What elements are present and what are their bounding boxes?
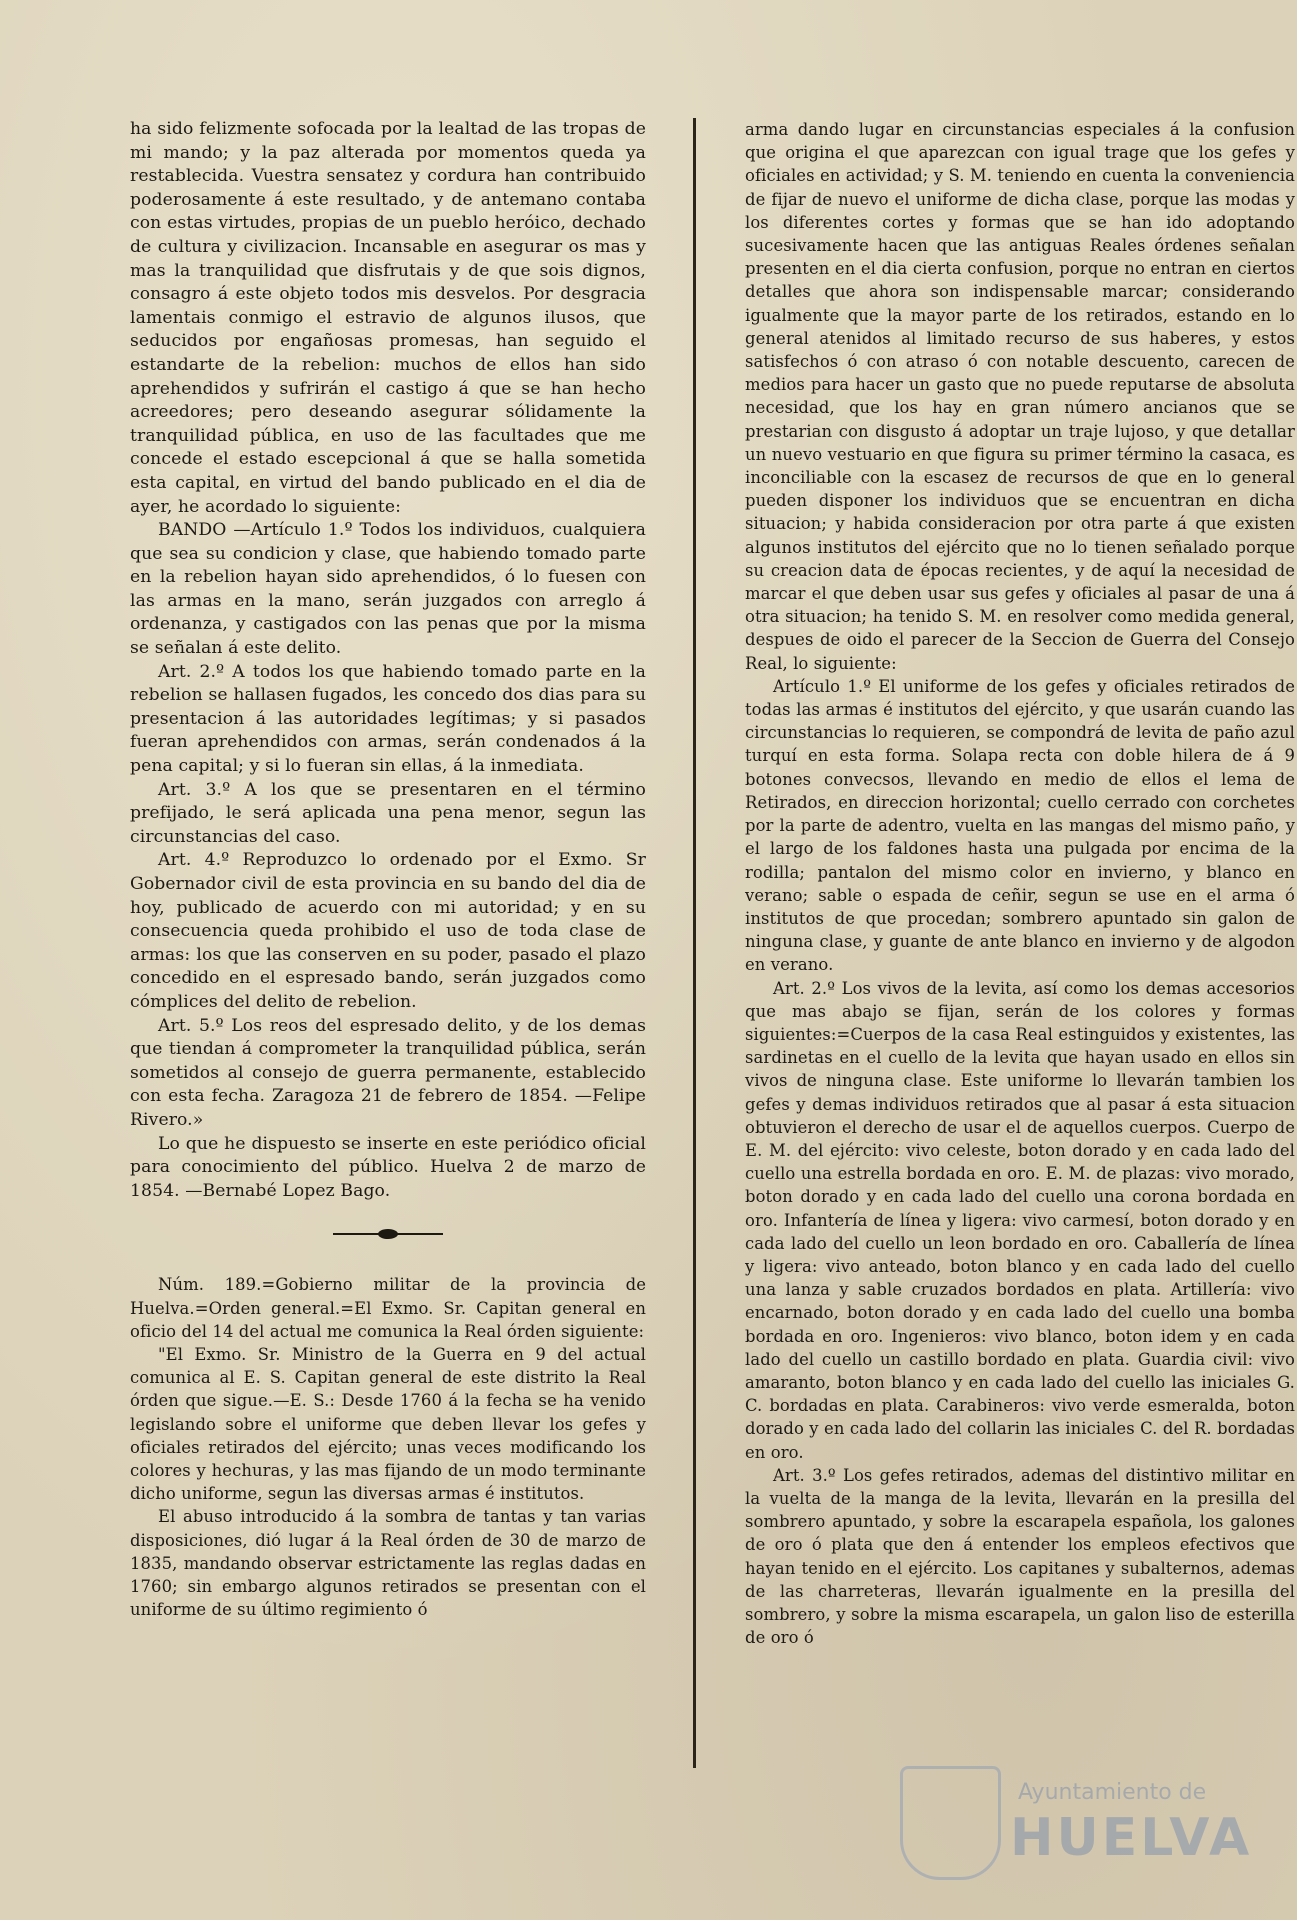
uniform-article-2: Art. 2.º Los vivos de la levita, así como los demas accesorios que mas abajo se fijan, serán de los colores y formas siguientes:=Cuerpos de la casa Real estinguidos y existentes, las sardinetas en el cuello de la levita que hayan usado en ellos sin vivos de ninguna clase. Este uniforme lo llevarán tambien los gefes y demas individuos retirados que al pasar á esta situacion obtuvieron el derecho de usar el de aquellos cuerpos. Cuerpo de E. M. del ejército: vivo celeste, boton dorado y en cada lado del cuello una estrella bordada en oro. E. M. de plazas: vivo morado, boton dorado y en cada lado del cuello una corona bordada en oro. Infantería de línea y ligera: vivo carmesí, boton dorado y en cada lado del cuello un leon bordado en oro. Caballería de línea y ligera: vivo anteado, boton blanco y en cada lado del cuello una lanza y sable cruzados bordados en plata. Artillería: vivo encarnado, boton dorado y en cada lado del cuello una bomba bordada en oro. Ingenieros: vivo blanco, boton idem y en cada lado del cuello un castillo bordado en plata. Guardia civil: vivo amaranto, boton blanco y en cada lado del cuello las iniciales G. C. bordadas en plata. Carabineros: vivo verde esmeralda, boton dorado y en cada lado del collarin las iniciales C. del R. bordadas en oro. (745, 978, 1295, 1462)
bando-article-5: Art. 5.º Los reos del espresado delito, y de los demas que tiendan á comprometer la tranquilidad pública, serán sometidos al consejo de guerra permanente, establecido con esta fecha. Zaragoza 21 de febrero de 1854. —Felipe Rivero.» (130, 1015, 646, 1130)
coat-of-arms-icon (900, 1766, 1001, 1880)
bando-article-2: Art. 2.º A todos los que habiendo tomado parte en la rebelion se hallasen fugados, les concedo dos dias para su presentacion á las autoridades legítimas; y si pasados fueran aprehendidos con armas, serán condenados á la pena capital; y si lo fueran sin ellas, á la inmediata. (130, 661, 646, 777)
order-189-royal-order: "El Exmo. Sr. Ministro de la Guerra en 9 del actual comunica al E. S. Capitan general de este distrito la Real órden que sigue.—E. S.: Desde 1760 á la fecha se ha venido legislando sobre el uniforme que deben llevar los gefes y oficiales retirados del ejército; unas veces modificando los colores y hechuras, y las mas fijando de un modo terminante dicho uniforme, segun las diversas armas é institutos. (130, 1344, 646, 1504)
order-189-section (130, 1273, 646, 1621)
bando-article-4: Art. 4.º Reproduzco lo ordenado por el Exmo. Sr Gobernador civil de esta provincia en su bando del dia de hoy, publicado de acuerdo con mi autoridad; y en su consecuencia queda prohibido el uso de toda clase de armas: los que las conserven en su poder, pasado el plazo concedido en el espresado bando, serán juzgados como cómplices del delito de rebelion. (130, 850, 646, 1012)
publication-note: Lo que he dispuesto se inserte en este periódico oficial para conocimiento del público. Huelva 2 de marzo de 1854. —Bernabé Lopez Bago. (130, 1133, 646, 1201)
watermark-line-1: Ayuntamiento de (1018, 1780, 1207, 1805)
order-189-abuse-paragraph: El abuso introducido á la sombra de tantas y tan varias disposiciones, dió lugar á la Real órden de 30 de marzo de 1835, mandando observar estrictamente las reglas dadas en 1760; sin embargo algunos retirados se presentan con el uniforme de su último regimiento ó (130, 1507, 646, 1620)
bando-article-3: Art. 3.º A los que se presentaren en el término prefijado, le será aplicada una pena menor, segun las circunstancias del caso. (130, 779, 646, 847)
left-paragraph-1: ha sido felizmente sofocada por la lealtad de las tropas de mi mando; y la paz alterada por momentos queda ya restablecida. Vuestra sensatez y cordura han contribuido poderosamente á este resultado, y de antemano contaba con estas virtudes, propias de un pueblo heróico, dechado de cultura y civilizacion. Incansable en asegurar os mas y mas la tranquilidad que disfrutais y de que sois dignos, consagro á este objeto todos mis desvelos. Por desgracia lamentais conmigo el estravio de algunos ilusos, que seducidos por engañosas promesas, han seguido el estandarte de la rebelion: muchos de ellos han sido aprehendidos y sufrirán el castigo á que se han hecho acreedores; pero deseando asegurar sólidamente la tranquilidad pública, en uso de las facultades que me concede el estado escepcional á que se halla sometida esta capital, en virtud del bando publicado en el dia de ayer, he acordado lo siguiente: (130, 119, 646, 517)
watermark-line-2: HUELVA (1010, 1808, 1253, 1868)
order-189-heading: Núm. 189.=Gobierno militar de la provincia de Huelva.=Orden general.=El Exmo. Sr. Capitan general en oficio del 14 del actual me comunica la Real órden siguiente: (130, 1275, 646, 1341)
right-column (745, 118, 1295, 1649)
bando-article-1: BANDO —Artículo 1.º Todos los individuos, cualquiera que sea su condicion y clase, que habiendo tomado parte en la rebelion hayan sido aprehendidos, ó lo fuesen con las armas en la mano, serán juzgados con arreglo á ordenanza, y castigados con las penas que por la misma se señalan á este delito. (130, 520, 646, 659)
right-paragraph-1: arma dando lugar en circunstancias especiales á la confusion que origina el que aparezcan con igual trage que los gefes y oficiales en actividad; y S. M. teniendo en cuenta la conveniencia de fijar de nuevo el uniforme de dicha clase, porque las modas y los diferentes cortes y formas que se han ido adoptando sucesivamente hacen que las antiguas Reales órdenes señalan presenten en el dia cierta confusion, porque no entran en ciertos detalles que ahora son indispensable marcar; considerando igualmente que la mayor parte de los retirados, estando en lo general atenidos al limitado recurso de sus haberes, y estos satisfechos ó con atraso ó con notable descuento, carecen de medios para hacer un gasto que no puede reputarse de absoluta necesidad, que los hay en gran número ancianos que se prestarian con disgusto á adoptar un traje lujoso, y que detallar un nuevo vestuario en que figura su primer término la casaca, es inconciliable con la escasez de recursos de que en lo general pueden disponer los individuos que se encuentran en dicha situacion; y habida consideracion por otra parte á que existen algunos institutos del ejército que no lo tienen señalado porque su creacion data de épocas recientes, y de aquí la necesidad de marcar el que deben usar sus gefes y oficiales al pasar de una á otra situacion; ha tenido S. M. en resolver como medida general, despues de oido el parecer de la Seccion de Guerra del Consejo Real, lo siguiente: (745, 120, 1295, 673)
column-rule (693, 118, 696, 1768)
uniform-article-3: Art. 3.º Los gefes retirados, ademas del distintivo militar en la vuelta de la manga de la levita, llevarán en la presilla del sombrero apuntado, y sobre la escarapela española, los galones de oro ó plata que den á entender los empleos efectivos que hayan tenido en el ejército. Los capitanes y subalternos, ademas de las charreteras, llevarán igualmente en la presilla del sombrero, y sobre la misma escarapela, un galon liso de esterilla de oro ó (745, 1465, 1295, 1648)
archive-watermark (900, 1760, 1253, 1880)
uniform-article-1: Artículo 1.º El uniforme de los gefes y oficiales retirados de todas las armas é institutos del ejército, y que usarán cuando las circunstancias lo requieren, se compondrá de levita de paño azul turquí en esta forma. Solapa recta con doble hilera de á 9 botones convecsos, llevando en medio de ellos el lema de Retirados, en direccion horizontal; cuello cerrado con corchetes por la parte de adentro, vuelta en las mangas del mismo paño, y el largo de los faldones hasta una pulgada por encima de la rodilla; pantalon del mismo color en invierno, y blanco en verano; sable o espada de ceñir, segun se use en el arma ó institutos de que procedan; sombrero apuntado sin galon de ninguna clase, y guante de ante blanco en invierno y de algodon en verano. (745, 676, 1295, 975)
section-divider-ornament (333, 1229, 443, 1239)
left-column (130, 118, 646, 1621)
